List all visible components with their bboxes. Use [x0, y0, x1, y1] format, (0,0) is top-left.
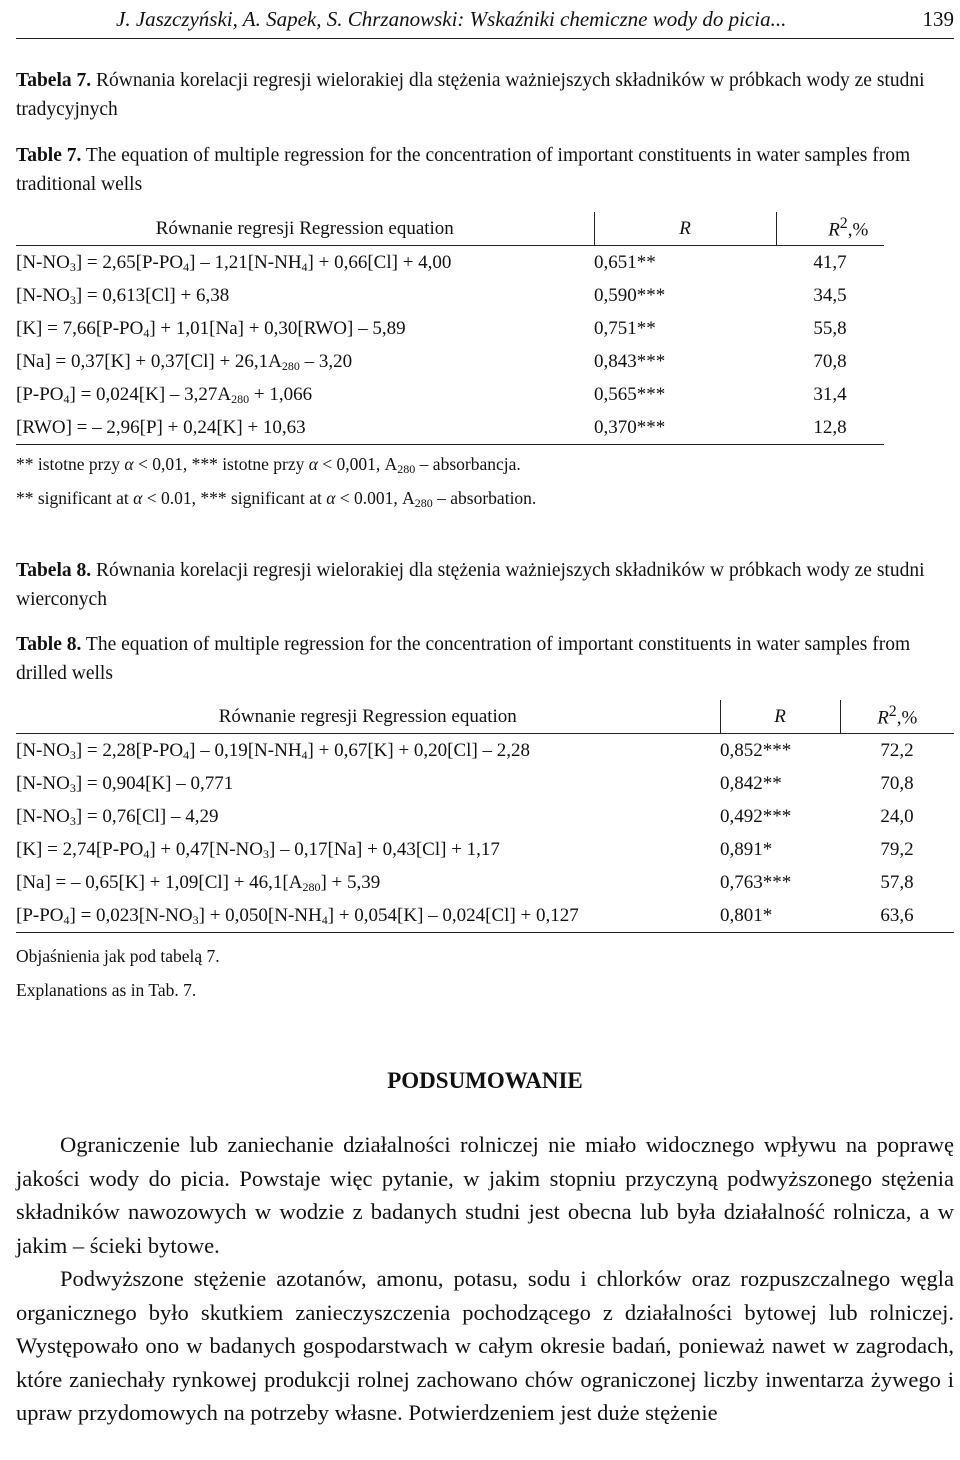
table7	[16, 212, 884, 445]
r-cell: 0,565***	[594, 383, 666, 405]
r2-cell: 12,8	[776, 411, 884, 445]
table-row	[16, 866, 954, 899]
table7-header-r: R	[594, 212, 776, 246]
equation-cell: $[P-PO_4] = 0,024[K] - 3,27A_{280} + 1,066$	[16, 383, 313, 406]
table7-caption-en	[16, 141, 954, 199]
section-heading: PODSUMOWANIE	[387, 1068, 583, 1093]
table8-caption-pl	[16, 556, 954, 614]
r-cell: 0,842**	[720, 772, 782, 794]
r2-cell: 55,8	[813, 317, 847, 339]
table8-header-r: R	[720, 700, 840, 734]
r-cell: 0,370***	[594, 411, 776, 445]
equation-cell: $[K] = 7,66[P-PO_4] + 1,01[Na] + 0,30[RWO] - 5,89$	[16, 317, 406, 340]
equation-cell: [RWO] = – 2,96[P] + 0,24[K] + 10,63	[16, 411, 594, 445]
table-row	[16, 734, 954, 768]
r2-cell: 24,0	[880, 805, 914, 827]
r2-cell: 34,5	[813, 284, 847, 306]
table7-caption-pl-text: Równania korelacji regresji wielorakiej dla stężenia ważniejszych składników w próbkach wody ze studni tradycyjnych	[16, 70, 925, 120]
equation-cell: $[P-PO_4] = 0,023[N-NO_3] + 0,050[N-NH_4] + 0,054[K] - 0,024[Cl] + 0,127$	[16, 899, 720, 933]
equation-cell: $[N-NO_3] = 2,65[P-PO_4] - 1,21[N-NH_4] + 0,66[Cl] + 4,00$	[16, 251, 452, 274]
table-row	[16, 411, 884, 445]
equation-cell: $[Na] = 0,37[K] + 0,37[Cl] + 26,1A_{280} - 3,20$	[16, 350, 353, 373]
table8-header-r2: $R^2,\%$	[840, 700, 954, 734]
table7-header-equation: Równanie regresji Regression equation	[16, 212, 594, 246]
running-head	[16, 4, 954, 39]
r-cell: 0,801*	[720, 899, 840, 933]
section-body	[16, 1128, 954, 1430]
table8	[16, 700, 954, 933]
table7-label-en: Table 7.	[16, 145, 82, 166]
paragraph: Podwyższone stężenie azotanów, amonu, potasu, sodu i chlorków oraz rozpuszczalnego węgla organicznego było skutkiem zanieczyszczenia pochodzącego z działalności bytowej lub rolniczej. Występowało ono w badanych gospodarstwach w całym okresie badań, ponieważ nawet w zagrodach, które zaniechały rynkowej produkcji rolnej zachowano chów ograniczonej liczby inwentarza żywego i upraw przydomowych na potrzeby własne. Potwierdzeniem jest duże stężenie	[16, 1266, 954, 1425]
table8-label-pl: Tabela 8.	[16, 560, 92, 581]
table8-label-en: Table 8.	[16, 634, 82, 655]
r-cell: 0,651**	[594, 251, 656, 273]
r-cell: 0,763***	[720, 871, 792, 893]
r-cell: 0,891*	[720, 838, 773, 860]
table-row	[16, 767, 954, 800]
table7-note-pl: ** istotne przy α < 0,01, *** istotne przy α < 0,001, $A_{280}$ – absorbancja.	[16, 454, 521, 476]
equation-cell: $[K] = 2,74[P-PO_4] + 0,47[N-NO_3] - 0,17[Na] + 0,43[Cl] + 1,17$	[16, 838, 500, 861]
table7-note-en: ** significant at α < 0.01, *** significant at α < 0.001, $A_{280}$ – absorbation.	[16, 488, 537, 510]
table-row	[16, 833, 954, 866]
r2-cell: 41,7	[813, 251, 847, 273]
running-head-title: J. Jaszczyński, A. Sapek, S. Chrzanowski: Wskaźniki chemiczne wody do picia...	[116, 7, 787, 31]
r-cell: 0,751**	[594, 317, 656, 339]
r2-cell: 63,6	[840, 899, 954, 933]
table-row	[16, 899, 954, 933]
r-cell: 0,590***	[594, 284, 666, 306]
table7-header-row	[16, 212, 884, 246]
equation-cell: $[N-NO_3] = 0,904[K] - 0,771$	[16, 772, 234, 795]
r2-cell: 72,2	[880, 739, 914, 761]
r2-cell: 31,4	[813, 383, 847, 405]
page-number: 139	[922, 7, 954, 31]
table-row	[16, 312, 884, 345]
table7-header-r2: $R^2,\%$	[776, 212, 884, 246]
table7-label-pl: Tabela 7.	[16, 70, 92, 91]
table-row	[16, 246, 884, 280]
paragraph: Ograniczenie lub zaniechanie działalności rolniczej nie miało widocznego wpływu na poprawę jakości wody do picia. Powstaje więc pytanie, w jakim stopniu przyczyną podwyższonego stężenia składników nawozowych w wodzie z badanych studni jest obecna lub była działalność rolnicza, a w jakim – ścieki bytowe.	[16, 1132, 954, 1258]
table-row	[16, 279, 884, 312]
table8-note-en: Explanations as in Tab. 7.	[16, 980, 197, 1000]
table7-caption-pl	[16, 66, 954, 124]
equation-cell: $[N-NO_3] = 0,613[Cl] + 6,38$	[16, 284, 230, 307]
table7-caption-en-text: The equation of multiple regression for the concentration of important constituents in water samples from traditional wells	[16, 145, 911, 195]
r-cell: 0,492***	[720, 805, 792, 827]
table-row	[16, 378, 884, 411]
table-row	[16, 800, 954, 833]
table8-note-pl: Objaśnienia jak pod tabelą 7.	[16, 946, 220, 966]
r-cell: 0,843***	[594, 350, 666, 372]
equation-cell: $[N-NO_3] = 0,76[Cl] - 4,29$	[16, 805, 219, 828]
table8-header-equation: Równanie regresji Regression equation	[16, 700, 720, 734]
r2-cell: 57,8	[880, 871, 914, 893]
equation-cell: $[N-NO_3] = 2,28[P-PO_4] - 0,19[N-NH_4] + 0,67[K] + 0,20[Cl] - 2,28$	[16, 739, 531, 762]
table8-caption-en-text: The equation of multiple regression for the concentration of important constituents in water samples from drilled wells	[16, 634, 911, 684]
table8-caption-pl-text: Równania korelacji regresji wielorakiej dla stężenia ważniejszych składników w próbkach wody ze studni wierconych	[16, 560, 925, 610]
r2-cell: 70,8	[880, 772, 914, 794]
table8-caption-en	[16, 630, 954, 688]
r-cell: 0,852***	[720, 739, 792, 761]
r2-cell: 70,8	[813, 350, 847, 372]
page	[16, 0, 954, 1460]
equation-cell: [Na] = – $0,65[K] + 1,09[Cl] + 46,1[A_{280}] + 5,39$	[16, 871, 381, 894]
r2-cell: 79,2	[880, 838, 914, 860]
table-row	[16, 345, 884, 378]
table8-header-row	[16, 700, 954, 734]
